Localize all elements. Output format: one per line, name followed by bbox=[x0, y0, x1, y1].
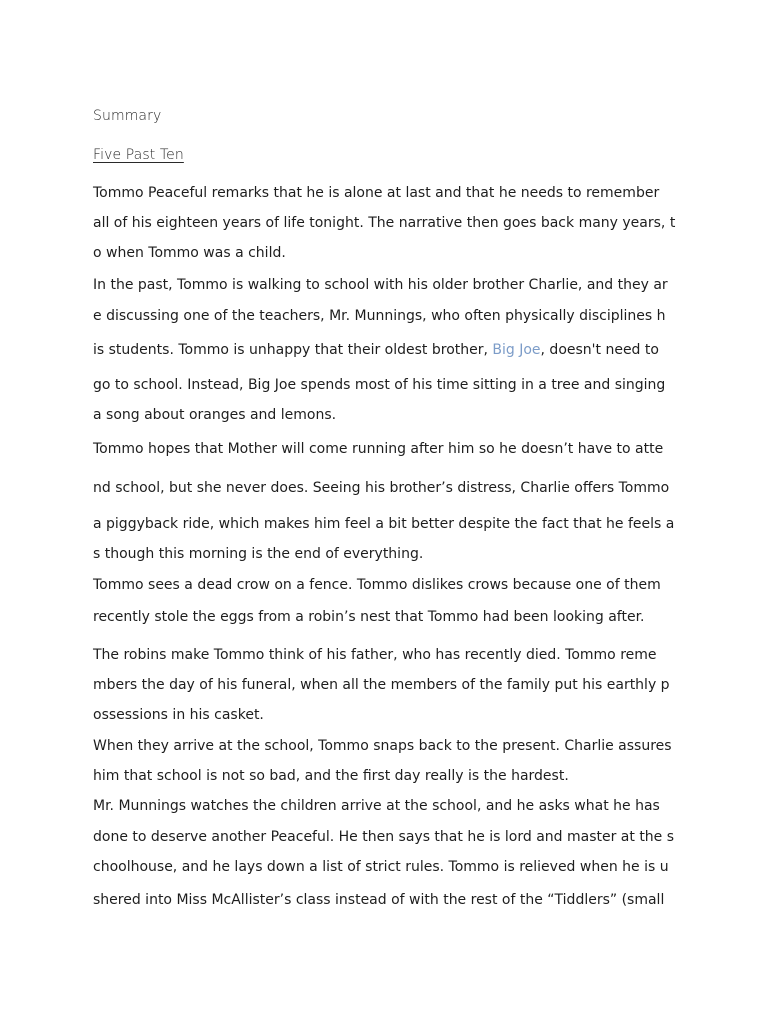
text-line: nd school, but she never does. Seeing his brother’s distress, Charlie offers Tommo bbox=[93, 480, 670, 496]
text-line: mbers the day of his funeral, when all the members of the family put his earthly p bbox=[93, 677, 670, 693]
document-title: Summary bbox=[93, 108, 162, 124]
text-line: Mr. Munnings watches the children arrive at the school, and he asks what he has bbox=[93, 798, 660, 814]
chapter-heading: Five Past Ten bbox=[93, 147, 184, 163]
text-line: choolhouse, and he lays down a list of strict rules. Tommo is relieved when he is u bbox=[93, 859, 669, 875]
text-line: is students. Tommo is unhappy that their oldest brother, bbox=[93, 342, 493, 358]
text-line: a song about oranges and lemons. bbox=[93, 407, 337, 423]
text-line: o when Tommo was a child. bbox=[93, 245, 286, 261]
text-line: In the past, Tommo is walking to school with his older brother Charlie, and they ar bbox=[93, 277, 668, 293]
text-line: him that school is not so bad, and the first day really is the hardest. bbox=[93, 768, 569, 784]
text-line: recently stole the eggs from a robin’s nest that Tommo had been looking after. bbox=[93, 609, 645, 625]
text-line: a piggyback ride, which makes him feel a bit better despite the fact that he feels a bbox=[93, 516, 675, 532]
text-line: Tommo hopes that Mother will come running after him so he doesn’t have to atte bbox=[93, 441, 664, 457]
big-joe-link[interactable]: Big Joe bbox=[492, 342, 541, 358]
text-line: all of his eighteen years of life tonight. The narrative then goes back many years, t bbox=[93, 215, 676, 231]
text-line: e discussing one of the teachers, Mr. Munnings, who often physically disciplines h bbox=[93, 308, 666, 324]
text-line: Tommo sees a dead crow on a fence. Tommo dislikes crows because one of them bbox=[93, 577, 661, 593]
text-line: ossessions in his casket. bbox=[93, 707, 264, 723]
text-line: s though this morning is the end of everything. bbox=[93, 546, 424, 562]
text-line: done to deserve another Peaceful. He then says that he is lord and master at the s bbox=[93, 829, 675, 845]
text-line: Tommo Peaceful remarks that he is alone at last and that he needs to remember bbox=[93, 185, 660, 201]
text-line: shered into Miss McAllister’s class instead of with the rest of the “Tiddlers” (small bbox=[93, 892, 665, 908]
text-line: The robins make Tommo think of his father, who has recently died. Tommo reme bbox=[93, 647, 657, 663]
text-line: , doesn't need to bbox=[540, 342, 659, 358]
text-line: go to school. Instead, Big Joe spends most of his time sitting in a tree and singing bbox=[93, 377, 666, 393]
text-line-with-link bbox=[93, 341, 683, 359]
text-line: When they arrive at the school, Tommo snaps back to the present. Charlie assures bbox=[93, 738, 672, 754]
